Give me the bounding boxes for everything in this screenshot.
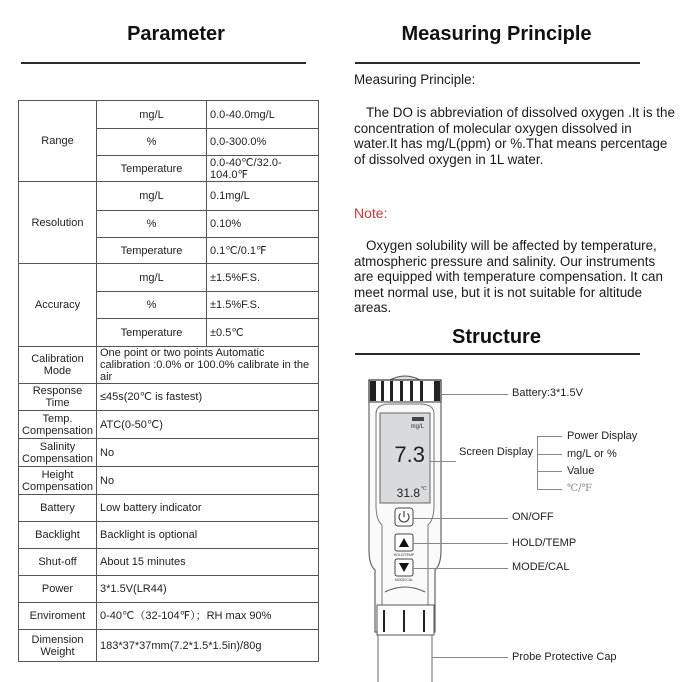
parameter-value: No <box>97 467 319 495</box>
mode-cal-caption: MODE/CAL <box>394 578 414 582</box>
parameter-sub-label: mg/L <box>97 101 207 129</box>
meter-device-illustration <box>350 370 460 682</box>
parameter-value: 0.1mg/L <box>207 182 319 211</box>
parameter-value: ±0.5℃ <box>207 319 319 347</box>
parameter-name: Range <box>19 101 97 182</box>
table-row <box>19 603 319 630</box>
screen-item-temp-unit: ℃/℉ <box>567 483 593 494</box>
battery-indicator-icon <box>412 417 424 421</box>
battery-cap <box>369 376 441 402</box>
parameter-value: Backlight is optional <box>97 522 319 549</box>
parameter-sub-label: Temperature <box>97 156 207 182</box>
power-button[interactable] <box>395 508 413 526</box>
bracket-tick-unit <box>537 454 562 455</box>
lcd-temperature: 31.8 <box>396 486 420 500</box>
parameter-value: ATC(0-50℃) <box>97 411 319 439</box>
table-row <box>19 182 319 211</box>
table-row <box>19 439 319 467</box>
parameter-value: 0-40℃（32-104℉）；RH max 90% <box>97 603 319 630</box>
structure-title-underline <box>355 353 640 355</box>
callout-line-probe <box>432 657 508 658</box>
mode-cal-button[interactable] <box>395 559 413 576</box>
bracket-tick-power <box>537 436 562 437</box>
table-row <box>19 630 319 662</box>
parameter-name: Calibration Mode <box>19 347 97 384</box>
parameter-value: One point or two points Automatic calibration :0.0% or 100.0% calibrate in the air <box>97 347 319 384</box>
parameter-name: Accuracy <box>19 264 97 347</box>
hold-temp-button[interactable] <box>395 534 413 551</box>
lcd-temperature-unit: ℃ <box>421 486 427 492</box>
parameter-value: 0.1℃/0.1℉ <box>207 238 319 264</box>
table-row <box>19 101 319 129</box>
table-row <box>19 411 319 439</box>
lcd-value: 7.3 <box>394 442 425 467</box>
parameter-value: 0.0-40.0mg/L <box>207 101 319 129</box>
table-row <box>19 576 319 603</box>
table-row <box>19 495 319 522</box>
hold-temp-caption: HOLD/TEMP <box>393 553 415 557</box>
parameter-name: Shut-off <box>19 549 97 576</box>
parameter-sub-label: mg/L <box>97 264 207 292</box>
parameter-value: 0.0-40℃/32.0-104.0℉ <box>207 156 319 182</box>
parameter-sub-label: % <box>97 292 207 319</box>
table-row <box>19 264 319 292</box>
parameter-value: ≤45s(20℃ is fastest) <box>97 384 319 411</box>
callout-line-onoff <box>413 518 508 519</box>
table-row <box>19 549 319 576</box>
measuring-principle-title: Measuring Principle <box>401 23 592 45</box>
screen-item-value: Value <box>567 465 595 477</box>
parameter-sub-label: Temperature <box>97 238 207 264</box>
parameter-value: 0.10% <box>207 211 319 238</box>
parameter-name: Dimension Weight <box>19 630 97 662</box>
callout-line-hold <box>413 543 508 544</box>
note-text: Oxygen solubility will be affected by temperature, atmospheric pressure and salinity. Our instruments are equipped with temperature compensation. It can meet normal use, but it is not suitable for altitude areas. <box>354 238 663 315</box>
bracket-tick-value <box>537 471 562 472</box>
callout-on-off: ON/OFF <box>512 511 554 523</box>
callout-screen-display: Screen Display <box>459 446 533 458</box>
parameter-name: Temp. Compensation <box>19 411 97 439</box>
parameter-table <box>18 100 319 662</box>
principle-text: The DO is abbreviation of dissolved oxygen .It is the concentration of molecular oxygen dissolved in water.It has mg/L(ppm) or %.That means percentage of dissolved oxygen in 1L water. <box>354 105 675 167</box>
parameter-sub-label: Temperature <box>97 319 207 347</box>
parameter-title: Parameter <box>127 23 225 45</box>
table-row <box>19 384 319 411</box>
parameter-value: About 15 minutes <box>97 549 319 576</box>
structure-title: Structure <box>452 326 541 348</box>
parameter-value: 0.0-300.0% <box>207 129 319 156</box>
callout-battery: Battery:3*1.5V <box>512 387 583 399</box>
screen-item-unit: mg/L or % <box>567 448 617 460</box>
screen-items-bracket <box>537 436 538 490</box>
callout-probe-cap: Probe Protective Cap <box>512 651 617 663</box>
probe-collar <box>377 605 434 635</box>
parameter-value: No <box>97 439 319 467</box>
parameter-name: Salinity Compensation <box>19 439 97 467</box>
parameter-name: Enviroment <box>19 603 97 630</box>
callout-mode-cal: MODE/CAL <box>512 561 570 573</box>
parameter-value: ±1.5%F.S. <box>207 264 319 292</box>
parameter-name: Response Time <box>19 384 97 411</box>
table-row <box>19 522 319 549</box>
parameter-value: 183*37*37mm(7.2*1.5*1.5in)/80g <box>97 630 319 662</box>
parameter-value: Low battery indicator <box>97 495 319 522</box>
lcd-unit: mg/L <box>410 424 424 430</box>
bracket-tick-temp <box>537 489 562 490</box>
measuring-principle-underline <box>355 62 640 64</box>
table-row <box>19 347 319 384</box>
parameter-value: ±1.5%F.S. <box>207 292 319 319</box>
principle-label: Measuring Principle: <box>354 72 476 87</box>
parameter-sub-label: mg/L <box>97 182 207 211</box>
note-label: Note: <box>354 205 388 221</box>
callout-line-screen <box>430 461 456 462</box>
parameter-sub-label: % <box>97 129 207 156</box>
table-row <box>19 467 319 495</box>
screen-item-power-display: Power Display <box>567 430 638 442</box>
callout-line-mode <box>413 568 508 569</box>
parameter-name: Power <box>19 576 97 603</box>
callout-hold-temp: HOLD/TEMP <box>512 537 577 549</box>
parameter-value: 3*1.5V(LR44) <box>97 576 319 603</box>
parameter-title-underline <box>21 62 306 64</box>
parameter-name: Resolution <box>19 182 97 264</box>
parameter-name: Backlight <box>19 522 97 549</box>
probe-protective-cap <box>378 635 432 682</box>
parameter-name: Battery <box>19 495 97 522</box>
parameter-name: Height Compensation <box>19 467 97 495</box>
callout-line-battery <box>440 394 508 395</box>
parameter-sub-label: % <box>97 211 207 238</box>
